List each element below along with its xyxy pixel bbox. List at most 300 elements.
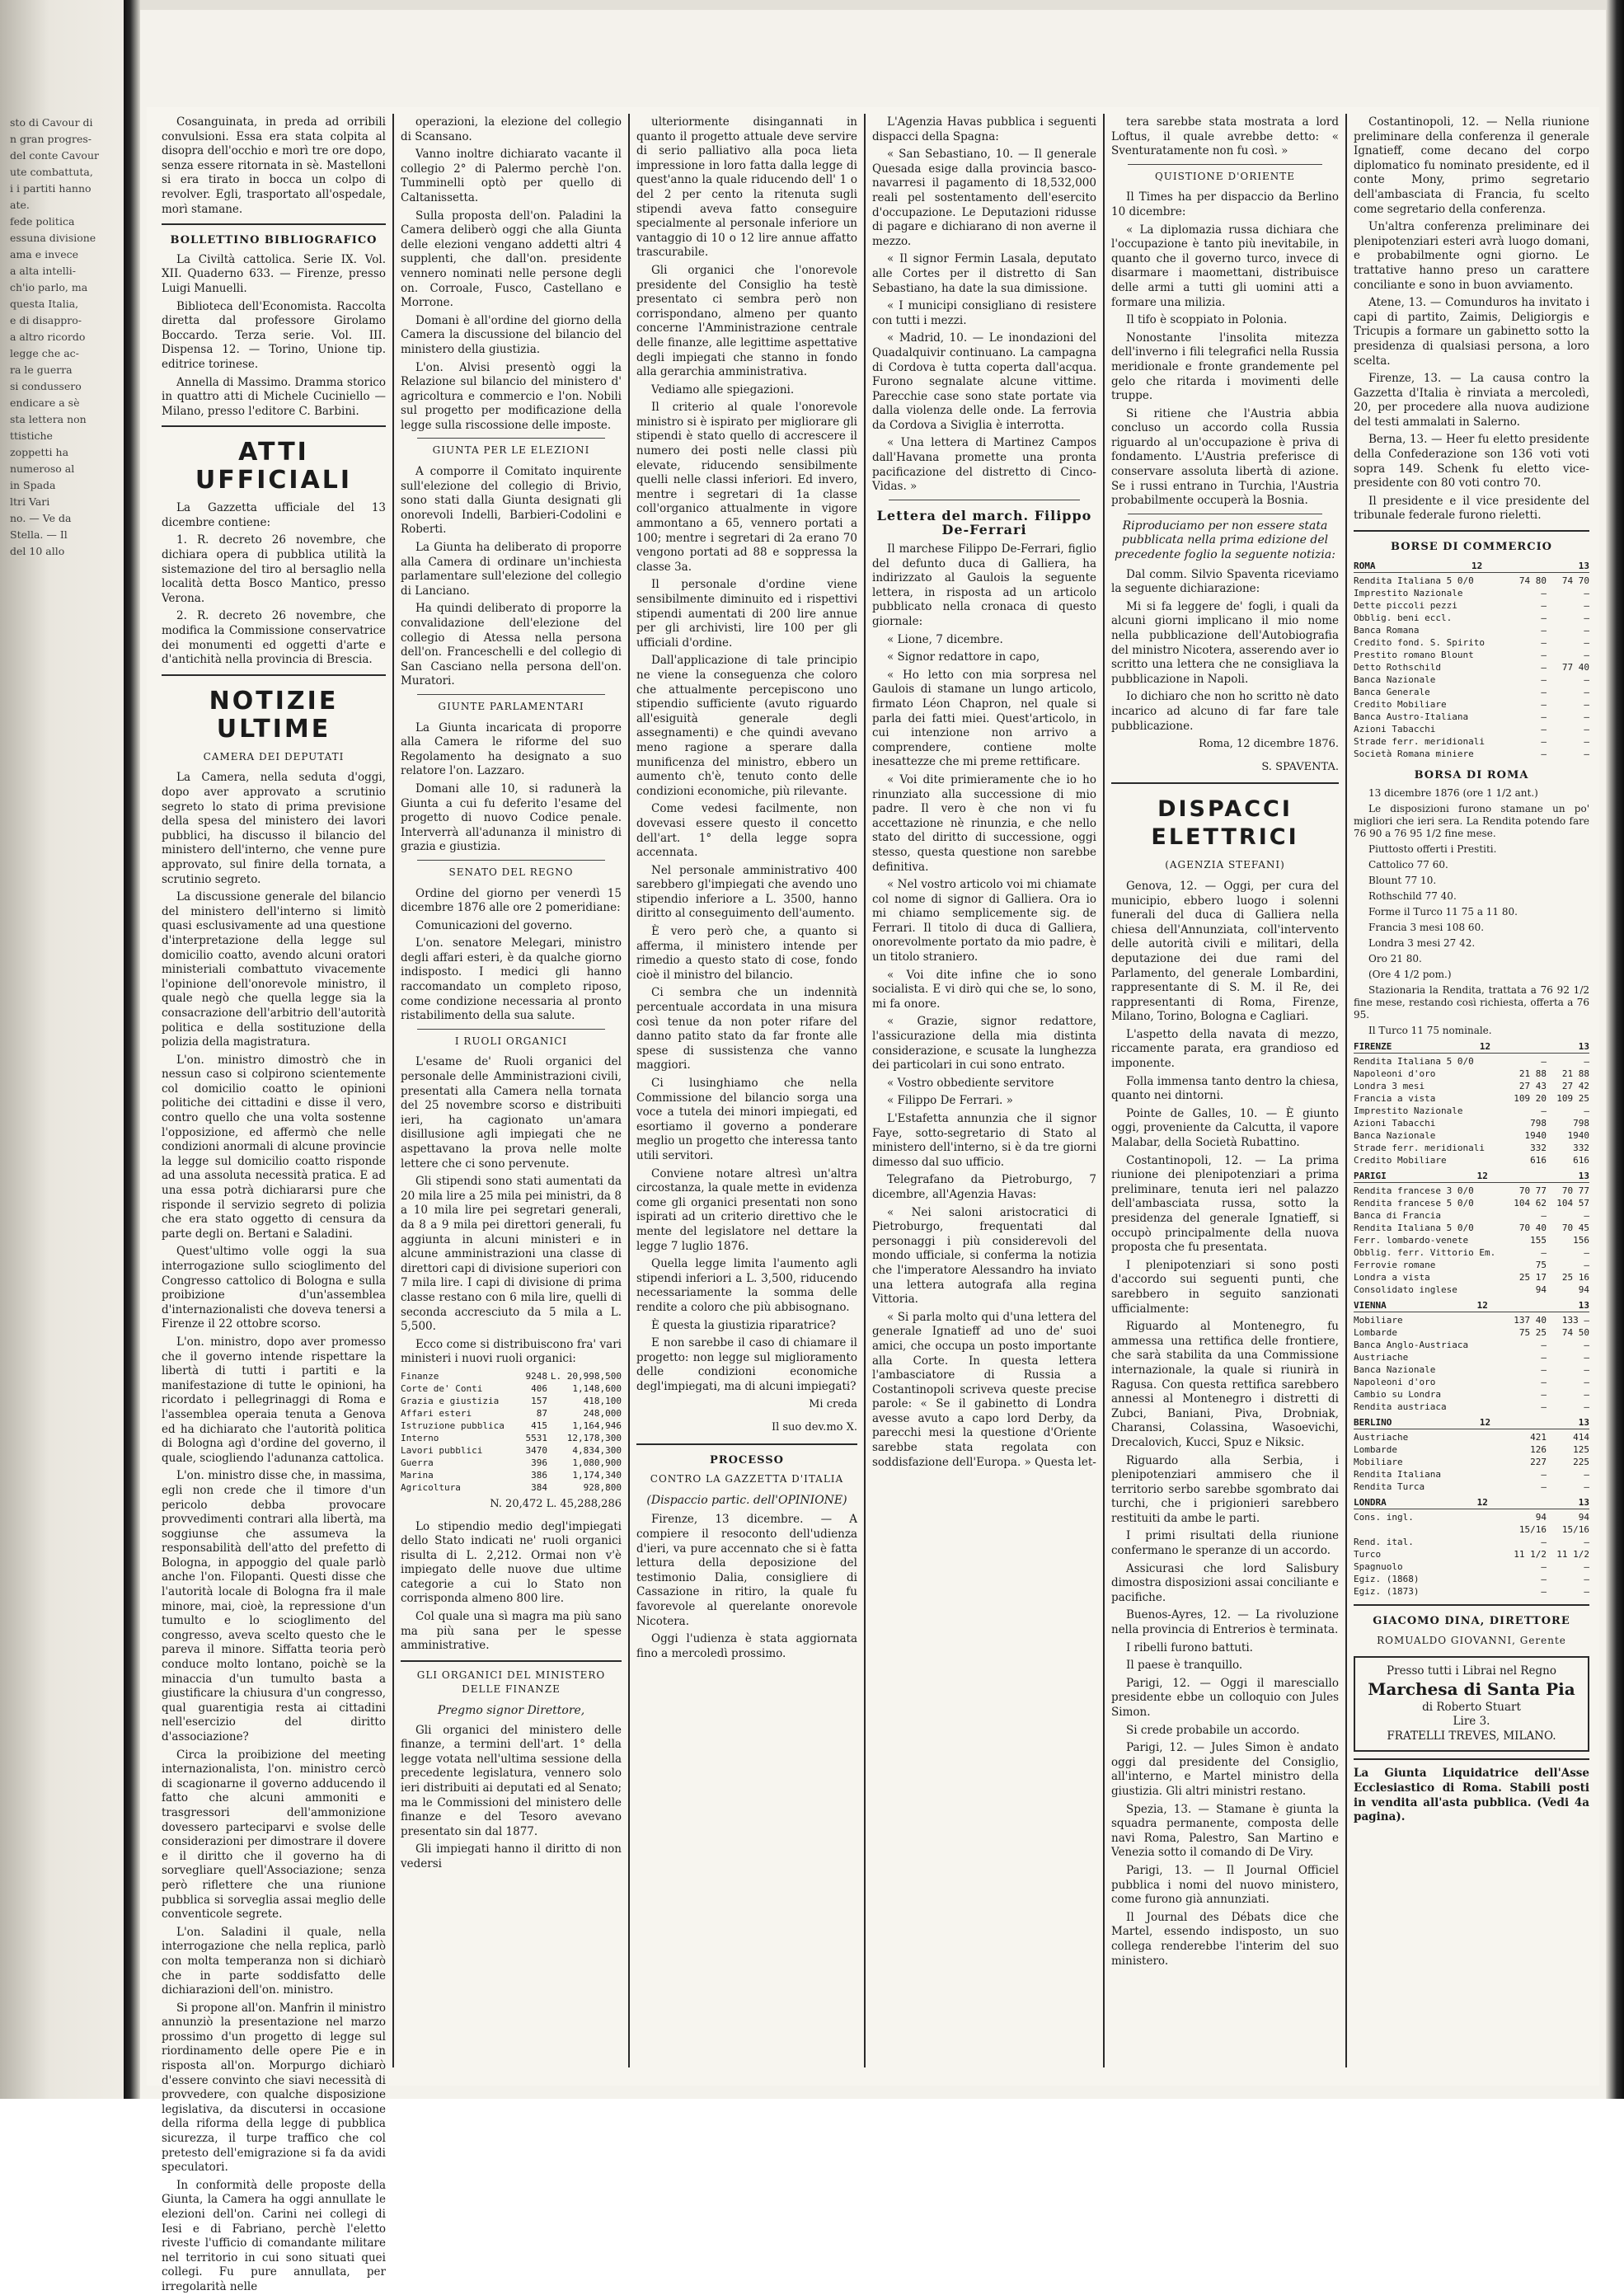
table-row: [401, 1395, 622, 1407]
table-cell: Obblig. beni eccl.: [1354, 612, 1453, 623]
fold-line: ate.: [10, 199, 30, 211]
paragraph: Vanno inoltre dichiarato vacante il collegio 2° di Palermo perchè l'on. Tumminelli optò per quello di Caltanissetta.: [401, 148, 622, 204]
borsa-line: Forme il Turco 11 75 a 11 80.: [1368, 906, 1518, 918]
paragraph: Oggi l'udienza è stata aggiornata fino a mercoledì prossimo.: [636, 1632, 857, 1660]
table-cell: 1,164,946: [572, 1420, 622, 1431]
table-cell: Rendita Italiana 5 0/0: [1354, 1223, 1474, 1234]
borsa-table-parigi: [1354, 1170, 1589, 1296]
table-cell: 87: [536, 1407, 547, 1419]
processo-dispatch: (Dispaccio partic. dell'OPINIONE): [646, 1493, 847, 1507]
table-cell: 126: [1530, 1444, 1547, 1456]
fold-line: ttistiche: [10, 429, 53, 442]
table-cell: 1,174,340: [572, 1469, 622, 1481]
table-cell: Francia a vista: [1354, 1093, 1436, 1105]
paragraph: Io dichiaro che non ho scritto nè dato incarico ad alcuno di far fare tale pubblicazione.: [1111, 690, 1339, 733]
table-row: [1354, 1185, 1589, 1197]
column-rule: [1345, 114, 1347, 2067]
column-4: [872, 115, 1096, 2069]
table-head-label: PARIGI: [1354, 1171, 1387, 1182]
oriente-paragraphs: [1111, 190, 1339, 508]
table-cell: Imprestito Nazionale: [1354, 587, 1463, 598]
table-cell: —: [1541, 1574, 1547, 1585]
newspaper-page: [147, 107, 1599, 2293]
table-cell: 225: [1573, 1457, 1589, 1468]
paragraph: La discussione generale del bilancio del ministero dell'interno si limitò quasi esclusivamente ad una questione d'interpretazione della legge sul domicilio coatto, avendo alcuni oratori ministeriali combattuto vivacemente l'opinione dell'onorevole ministro, il quale negò che quella legge sia la consacrazione dell'arbitrio dell'autorità politica e della sostituzione della polizia della magistratura.: [162, 890, 386, 1049]
table-cell: 133 —: [1561, 1315, 1589, 1326]
ruoli-heading: I RUOLI ORGANICI: [454, 1035, 568, 1047]
column-1: [162, 115, 386, 2293]
section-divider: [1354, 1758, 1589, 1760]
table-cell: 332: [1530, 1143, 1547, 1154]
table-row: [1354, 1259, 1589, 1271]
giunta-elezioni-paragraphs: [401, 465, 622, 689]
borsa-line: Cattolico 77 60.: [1368, 859, 1448, 871]
table-cell: 11 1/2: [1556, 1549, 1589, 1561]
section-divider: [417, 694, 605, 695]
paragraph: ulteriormente disingannati in quanto il progetto attuale deve servire di serio palliativo alla poca lieta impressione in loro fatta dalla legge di quest'anno la quale riducendo dell' 1 o del 2 per cento la ritenuta sugli stipendi aveva fatto conseguire specialmente al personale inferiore un vantaggio di 10 o 12 lire annue affatto trascurabile.: [636, 115, 857, 260]
processo-heading: PROCESSO: [710, 1453, 784, 1467]
table-col-label: 13: [1578, 1171, 1589, 1182]
paragraph: tera sarebbe stata mostrata a lord Loftus, il quale avrebbe detto: « Sventuratamente non fu così. »: [1111, 115, 1339, 158]
table-cell: —: [1584, 1537, 1589, 1548]
table-cell: 27 42: [1561, 1081, 1589, 1092]
section-divider: [401, 1660, 622, 1662]
paragraph: Vediamo alle spiegazioni.: [651, 382, 795, 397]
fold-line: in Spada: [10, 479, 56, 491]
organici-paragraphs: [401, 1724, 622, 1872]
paragraph: Telegrafano da Pietroburgo, 7 dicembre, all'Agenzia Havas:: [872, 1173, 1096, 1201]
table-cell: —: [1584, 1401, 1589, 1413]
table-cell: Mobiliare: [1354, 1457, 1403, 1468]
fold-column-text: [10, 115, 117, 2036]
table-cell: Strade ferr. meridionali: [1354, 1143, 1485, 1154]
table-row: [1354, 1481, 1589, 1493]
table-row: [1354, 599, 1589, 612]
table-cell: Credito Mobiliare: [1354, 698, 1447, 710]
borsa-table-firenze: [1354, 1040, 1589, 1166]
ad-title: Marchesa di Santa Pia: [1368, 1679, 1575, 1699]
column-6: [1354, 115, 1589, 2069]
ruoli-paragraphs: [401, 1055, 622, 1366]
riproduzione-date: Roma, 12 dicembre 1876.: [1199, 738, 1339, 751]
table-cell: 415: [531, 1420, 547, 1431]
table-row: [1354, 649, 1589, 661]
fold-line: legge che ac-: [10, 347, 79, 359]
notizie-ultime-heading: NOTIZIE ULTIME: [209, 686, 339, 744]
paragraph: Dal comm. Silvio Spaventa riceviamo la seguente dichiarazione:: [1111, 567, 1339, 596]
paragraph: Firenze, 13. — La causa contro la Gazzetta d'Italia è rinviata a mercoledì, 20, per procedere alla nuova audizione del testi ammalati in Salerno.: [1354, 372, 1589, 429]
bollettino-item: Biblioteca dell'Economista. Raccolta diretta dal professore Girolamo Boccardo. Terza serie. Vol. III. Dispensa 12. — Torino, Unione tip. editrice torinese.: [162, 299, 386, 371]
paragraph: « I municipi consigliano di resistere con tutti i mezzi.: [872, 299, 1096, 327]
table-row: [1354, 1222, 1589, 1234]
table-cell: 21 88: [1561, 1068, 1589, 1080]
table-cell: 70 45: [1561, 1223, 1589, 1234]
table-row: [1354, 1456, 1589, 1468]
table-row: [1354, 1388, 1589, 1401]
paragraph: Il criterio al quale l'onorevole ministro si è ispirato per migliorare gli stipendi è stato quello di accrescere il numero dei posti nelle classi più elevate, riducendo sensibilmente quelli nelle classi inferiori. Ed invero, mentre i segretari di 1a classe coll'organico attualmente in vigore ammontano a 65, vennero portati a 100; mentre i segretari di 2a erano 70 vengono portati ad 88 e soppressa la classe 3a.: [636, 401, 857, 574]
table-row: [1354, 624, 1589, 636]
table-cell: Detto Rothschild: [1354, 661, 1441, 673]
paragraph: Domani è all'ordine del giorno della Camera la discussione del bilancio del ministero della giustizia.: [401, 313, 622, 356]
processo-paragraphs: [636, 1513, 857, 1661]
table-cell: Agricoltura: [401, 1481, 461, 1493]
paragraph: « Lione, 7 dicembre.: [887, 632, 1003, 646]
table-cell: Dette piccoli pezzi: [1354, 599, 1457, 611]
table-cell: Banca Generale: [1354, 686, 1430, 697]
table-cell: 74 50: [1561, 1327, 1589, 1339]
paragraph: « San Sebastiano, 10. — Il generale Quesada esige dalla provincia basco-navarresi il pagamento di 18,532,000 reali pel sostentamento dell'esercito d'occupazione. Le Deputazioni ridusse di pagare e dichiarano di non averne il mezzo.: [872, 148, 1096, 248]
table-cell: —: [1584, 1364, 1589, 1376]
table-cell: —: [1584, 587, 1589, 598]
paragraph: « Una lettera di Martinez Campos dall'Havana promette una pronta pacificazione del distretto di Cinco-Vidas. »: [872, 436, 1096, 494]
dispacci-paragraphs: [1111, 880, 1339, 1969]
paragraph: Circa la proibizione del meeting internazionalista, l'on. ministro cercò di scagionarne il governo adducendo il fatto che alcuni ammoniti e trasgressori dell'ammonizione dovessero parteciparvi e svolse delle considerazioni per dimostrare il dovere e il diritto che il governo ha di sorvegliare quell'Associazione; senza però riflettere che una riunione pubblica si sorveglia assai meglio delle conventicole segrete.: [162, 1748, 386, 1922]
table-cell: 616: [1573, 1155, 1589, 1166]
sale-notice: La Giunta Liquidatrice dell'Asse Ecclesiastico di Roma. Stabili posti in vendita all'asta pubblica. (Vedi 4a pagina).: [1354, 1767, 1589, 1824]
table-cell: —: [1541, 735, 1547, 747]
table-cell: Lombarde: [1354, 1444, 1397, 1456]
lettera-paragraphs: [872, 542, 1096, 1470]
organici-salute: Pregmo signor Direttore,: [437, 1704, 585, 1718]
table-cell: Londra a vista: [1354, 1272, 1430, 1284]
table-cell: 248,000: [583, 1407, 622, 1419]
fold-line: ltri Vari: [10, 495, 50, 508]
table-cell: Turco: [1354, 1549, 1382, 1561]
table-row: [1354, 1431, 1589, 1443]
paragraph: Si ritiene che l'Austria abbia concluso un accordo colla Russia riguardo al un'occupazione è priva di fondamento. L'Austria preferisce di conservare assoluta libertà di azione. Se i russi entrano in Turchia, l'Austria probabilmente occuperà la Bosnia.: [1111, 406, 1339, 508]
paragraph: L'on. Saladini il quale, nella interrogazione che nella replica, parlò con molta temperanza non si dichiarò che in parte soddisfatto delle dichiarazioni dell'on. ministro.: [162, 1925, 386, 1997]
table-cell: —: [1584, 1481, 1589, 1493]
table-cell: 396: [531, 1457, 547, 1468]
borsa-line: Stazionaria la Rendita, trattata a 76 92 1/2 fine mese, restando così richiesta, offerta a 76 95.: [1354, 984, 1589, 1021]
table-cell: Banca Nazionale: [1354, 1364, 1436, 1376]
table-cell: Affari esteri: [401, 1407, 472, 1419]
paragraph: Si propone all'on. Manfrin il ministro annunziò la presentazione nel marzo prossimo d'un progetto di legge sul riordinamento delle opere Pie e in risposta all'on. Morpurgo dichiarò d'essere convinto che siavi necessità di provvedere, con qualche disposizione legislativa, da discutersi in occasione della riforma della legge di pubblica sicurezza, il turpe traffico che col pretesto dell'emigrazione si fa da avidi speculatori.: [162, 2001, 386, 2175]
table-cell: 109 25: [1556, 1093, 1589, 1105]
table-cell: Napoleoni d'oro: [1354, 1068, 1436, 1080]
borsa-line: Piuttosto offerti i Prestiti.: [1368, 843, 1497, 856]
table-head-label: FIRENZE: [1354, 1041, 1392, 1053]
fold-line: zoppetti ha: [10, 446, 69, 458]
paragraph: Genova, 12. — Oggi, per cura del municipio, ebbero luogo i solenni funerali del duca di Galliera nella chiesa dell'Annunziata, coll'intervento delle autorità civili e militari, della deputazione dei due rami del Parlamento, del generale Lombardini, rappresentante di S. M. il Re, dei rappresentanti di Roma, Firenze, Milano, Torino, Bologna e Cagliari.: [1111, 879, 1339, 1024]
table-cell: —: [1541, 1105, 1547, 1117]
table-cell: 27 43: [1518, 1081, 1547, 1092]
paragraph: Il Times ha per dispaccio da Berlino 10 dicembre:: [1111, 190, 1339, 218]
fold-line: n gran progres-: [10, 133, 92, 145]
table-row: [1354, 1154, 1589, 1166]
paragraph: La Gazzetta ufficiale del 13 dicembre contiene:: [162, 501, 386, 529]
table-head-label: LONDRA: [1354, 1497, 1387, 1509]
table-row: [401, 1382, 622, 1395]
table-cell: —: [1541, 612, 1547, 623]
paragraph: Atene, 13. — Comunduros ha invitato i capi di partito, Zaimis, Deligiorgis e Tricupis a formare un gabinetto sotto la presidenza di qualsiasi persona, a loro scelta.: [1354, 296, 1589, 368]
table-cell: Società Romana miniere: [1354, 748, 1474, 759]
table-row: [1354, 1363, 1589, 1376]
table-cell: 125: [1573, 1444, 1589, 1456]
previous-page-fold: [0, 0, 140, 2099]
table-row: [1354, 575, 1589, 587]
borsa-table-londra: [1354, 1496, 1589, 1598]
paragraph: La Giunta ha deliberato di proporre alla Camera di ordinare un'inchiesta parlamentare sull'elezione del collegio di Lanciano.: [401, 541, 622, 598]
paragraph: Gli stipendi sono stati aumentati da 20 mila lire a 25 mila pei ministri, da 8 a 10 mila lire pei segretari generali, da 8 a 9 mila pei direttori generali, fu aggiunta in alcuni ministeri e in alcune amministrazioni una classe di direttori capi di divisione superiori con 7 mila lire. I capi di divisione di prima classe restano con 6 mila lire, quelli di seconda accresciuto da 5 mila a L. 5,500.: [401, 1175, 622, 1334]
ad-price: Lire 3.: [1453, 1715, 1490, 1729]
table-cell: 1,080,900: [572, 1457, 622, 1468]
table-cell: 70 77: [1518, 1185, 1547, 1197]
camera-paragraphs: [162, 771, 386, 2294]
table-cell: —: [1541, 748, 1547, 759]
table-cell: Rendita Italiana 5 0/0: [1354, 1056, 1474, 1068]
table-row: [401, 1469, 622, 1481]
fold-line: ama e invece: [10, 248, 79, 260]
table-cell: —: [1541, 686, 1547, 697]
table-cell: —: [1584, 1574, 1589, 1585]
table-cell: —: [1584, 735, 1589, 747]
table-cell: —: [1541, 649, 1547, 660]
paragraph: Quest'ultimo volle oggi la sua interrogazione sullo scioglimento del Congresso cattolico di Bologna e sulla proibizione d'un'assemblea d'internazionalisti che doveva tenersi a Firenze il 22 ottobre scorso.: [162, 1245, 386, 1331]
table-cell: 227: [1530, 1457, 1547, 1468]
table-cell: Rendita Italiana: [1354, 1469, 1441, 1481]
table-row: [401, 1481, 622, 1494]
table-cell: —: [1584, 1340, 1589, 1351]
table-row: [1354, 1573, 1589, 1585]
paragraph: L'Agenzia Havas pubblica i seguenti dispacci della Spagna:: [872, 115, 1096, 143]
table-cell: 156: [1573, 1235, 1589, 1246]
table-col-label: 13: [1578, 1417, 1589, 1429]
table-row: [1354, 723, 1589, 735]
table-row: [1354, 1142, 1589, 1154]
dispacci-subheading: (AGENZIA STEFANI): [1165, 859, 1285, 871]
table-cell: Austriache: [1354, 1352, 1409, 1363]
fold-line: endicare a sè: [10, 397, 80, 409]
paragraph: « Vostro obbediente servitore: [887, 1076, 1054, 1090]
paragraph: 1. R. decreto 26 novembre, che dichiara opera di pubblica utilità la sistemazione del tiro al bersaglio nella località detta Bosco Mantico, presso Verona.: [162, 533, 386, 605]
paragraph: « Voi dite infine che io sono socialista. E vi dirò qui che se, lo sono, mi fa onore.: [872, 968, 1096, 1011]
table-row: [1354, 1339, 1589, 1351]
section-divider: [417, 860, 605, 861]
table-cell: —: [1584, 624, 1589, 636]
fold-line: ra le guerra: [10, 364, 73, 376]
table-cell: L. 20,998,500: [550, 1370, 622, 1382]
paragraph: Quella legge limita l'aumento agli stipendi inferiori a L. 3,500, riducendo necessariamente la somma delle rendite a coloro che più abbisognano.: [636, 1257, 857, 1314]
table-cell: 70 40: [1518, 1223, 1547, 1234]
giunte-parlamentari-paragraphs: [401, 721, 622, 855]
table-row: [401, 1407, 622, 1420]
gerente-line: ROMUALDO GIOVANNI, Gerente: [1377, 1634, 1566, 1646]
paragraph: Il paese è tranquillo.: [1126, 1659, 1243, 1673]
table-cell: 137 40: [1514, 1315, 1547, 1326]
table-cell: 332: [1573, 1143, 1589, 1154]
table-cell: —: [1541, 1389, 1547, 1401]
fold-line: sto di Cavour di: [10, 116, 93, 129]
table-cell: —: [1584, 1377, 1589, 1388]
table-cell: Banca di Francia: [1354, 1210, 1441, 1222]
book-advertisement: [1354, 1656, 1589, 1752]
section-divider: [636, 1443, 857, 1445]
table-col-label: 12: [1479, 1417, 1491, 1429]
table-cell: Rendita francese 5 0/0: [1354, 1198, 1474, 1209]
camera-heading: CAMERA DEI DEPUTATI: [203, 750, 345, 763]
paragraph: I plenipotenziari si sono posti d'accordo sui seguenti punti, che sarebbero in seguito sanzionati ufficialmente:: [1111, 1258, 1339, 1316]
fold-line: fede politica: [10, 215, 75, 228]
table-cell: Rendita Italiana 5 0/0: [1354, 575, 1474, 586]
table-cell: 9248: [525, 1370, 547, 1382]
paragraph: I primi risultati della riunione confermano le speranze di un accordo.: [1111, 1529, 1339, 1558]
table-row: [1354, 1234, 1589, 1246]
section-divider: [162, 674, 386, 676]
table-row: [1354, 1314, 1589, 1326]
table-cell: 414: [1573, 1432, 1589, 1443]
paragraph: « Filippo De Ferrari. »: [887, 1094, 1013, 1108]
paragraph: L'aspetto della navata di mezzo, riccamente parata, era grandioso ed imponente.: [1111, 1027, 1339, 1071]
paragraph: Il presidente e il vice presidente del tribunale federale furono rieletti.: [1354, 494, 1589, 523]
table-row: [1354, 1068, 1589, 1080]
section-divider: [417, 438, 605, 439]
table-cell: 928,800: [583, 1481, 622, 1493]
paragraph: Gli impiegati hanno il diritto di non vedersi: [401, 1842, 622, 1870]
ad-author: di Roberto Stuart: [1422, 1700, 1521, 1714]
paragraph: L'Estafetta annunzia che il signor Faye, sotto-segretario di Stato al ministero dell'interno, si è da tre giorni dimesso dal suo ufficio.: [872, 1112, 1096, 1169]
paragraph: Mi si fa leggere de' fogli, i quali da alcuni giorni implicano il mio nome nella pubblicazione dell'Autobiografia del ministro Nicotera, asserendo aver io scritto una lettera che ne consigliava la pubblicazione in Napoli.: [1111, 599, 1339, 686]
table-row: [401, 1370, 622, 1382]
paragraph: Ordine del giorno per venerdì 15 dicembre 1876 alle ore 2 pomeridiane:: [401, 886, 622, 915]
paragraph: Berna, 13. — Heer fu eletto presidente della Confederazione son 136 voti voti sopra 149. Schenk fu eletto vice-presidente con 80 voti contro 70.: [1354, 433, 1589, 490]
table-cell: 157: [531, 1395, 547, 1406]
paragraph: Ecco come si distribuiscono fra' vari ministeri i nuovi ruoli organici:: [401, 1337, 622, 1366]
fold-line: i i partiti hanno: [10, 182, 92, 195]
binding-shadow: [124, 0, 140, 2099]
paragraph: È questa la giustizia riparatrice?: [651, 1318, 836, 1332]
column-3: [636, 115, 857, 2069]
table-row: [1354, 686, 1589, 698]
director-line: GIACOMO DINA, DIRETTORE: [1373, 1615, 1570, 1628]
paragraph: Come vedesi facilmente, non dovevasi essere questo il concetto dell'art. 1° della legge sopra accennata.: [636, 802, 857, 860]
table-row: [1354, 698, 1589, 711]
table-row: [1354, 1468, 1589, 1481]
table-cell: —: [1584, 723, 1589, 734]
table-cell: —: [1541, 1364, 1547, 1376]
paragraph: Ci sembra che un indennità percentuale accordata in una misura così tenue da non poter rifare del danno patito stato da far fronte alle spese di sussistenza che vanno maggiori.: [636, 986, 857, 1072]
table-row: [1354, 1271, 1589, 1284]
fold-line: no. — Ve da: [10, 512, 72, 524]
spain-dispatches: [872, 115, 1096, 495]
table-cell: —: [1541, 661, 1547, 673]
table-cell: Austriache: [1354, 1432, 1409, 1443]
table-cell: Istruzione pubblica: [401, 1420, 505, 1431]
paragraph: L'on. ministro, dopo aver promesso che il governo intende rispettare la libertà di tutti i partiti e la manifestazione di tutte le opinioni, ha ricordato i pellegrinaggi di Roma e l'assemblea operaia tenuta a Genova ed ha dichiarato che l'autorità politica di Bologna agì d'ordine del governo, il quale, sciogliendo l'adunanza cattolica.: [162, 1335, 386, 1465]
borsa-line: Francia 3 mesi 108 60.: [1368, 922, 1485, 934]
paragraph: La Camera, nella seduta d'oggi, dopo aver approvato a scrutinio segreto lo stato di prima previsione della spesa del ministero dei lavori pubblici, ha discusso il bilancio del ministero dell'interno, che venne pure approvato, sul finire della tornata, a scrutinio segreto.: [162, 771, 386, 886]
paragraph: In conformità delle proposte della Giunta, la Camera ha oggi annullate le elezioni dell'on. Carini nei collegi di Iesi e di Fabriano, perchè l'eletto riveste l'ufficio di comandante militare nel territorio in cui sono situati quei collegi. Fu pure annullata, per irregolarità nelle: [162, 2178, 386, 2293]
table-cell: Egiz. (1873): [1354, 1586, 1420, 1598]
fold-line: a alta intelli-: [10, 265, 77, 277]
table-cell: —: [1584, 649, 1589, 660]
letter-signature: Il suo dev.mo X.: [771, 1421, 857, 1434]
paragraph: « Si parla molto qui d'una lettera del generale Ignatieff ad uno de' suoi amici, che occupa un posto importante alla Corte. In questa lettera l'ambasciatore di Russia a Costantinopoli scriveva queste precise parole: « Se il gabinetto di Londra avesse avuto a capo lord Derby, da parecchi mesi la questione d'Oriente sarebbe stata regolata con soddisfazione dell'Europa. » Questa let-: [872, 1310, 1096, 1469]
table-cell: —: [1541, 1210, 1547, 1222]
paragraph: Il Journal des Débats dice che Martel, essendo indisposto, un suo collega renderebbe l'interim del suo ministero.: [1111, 1910, 1339, 1968]
table-cell: —: [1541, 1469, 1547, 1481]
dispacci-continued: [1354, 115, 1589, 523]
paragraph: Firenze, 13 dicembre. — A compiere il resoconto dell'udienza d'ieri, va pure accennato che si è fatta lettura della deposizione del testimonio Dalia, consigliere di Cassazione in ritiro, la quale fu favorevole al querelante onorevole Nicotera.: [636, 1513, 857, 1628]
table-cell: Grazia e giustizia: [401, 1395, 500, 1406]
table-cell: Spagnuolo: [1354, 1561, 1403, 1573]
table-col-label: 12: [1476, 1497, 1488, 1509]
table-row: [1354, 1246, 1589, 1259]
table-cell: 616: [1530, 1155, 1547, 1166]
table-cell: —: [1541, 1377, 1547, 1388]
table-cell: —: [1584, 686, 1589, 697]
fold-line: numeroso al: [10, 462, 75, 475]
table-cell: —: [1584, 673, 1589, 685]
riproduzione-signature: S. SPAVENTA.: [1261, 760, 1339, 773]
table-cell: 104 62: [1514, 1198, 1547, 1209]
paragraph: Parigi, 12. — Jules Simon è andato oggi dal presidente del Consiglio, all'interno, e Martel ministro della giustizia. Gli altri ministri restano.: [1111, 1741, 1339, 1798]
table-cell: —: [1584, 1260, 1589, 1271]
organici-heading: GLI ORGANICI DEL MINISTERO DELLE FINANZE: [416, 1668, 606, 1696]
borsa-table-vienna: [1354, 1299, 1589, 1413]
table-col-label: 13: [1578, 1497, 1589, 1509]
paragraph: Pointe de Galles, 10. — È giunto oggi, proveniente da Calcutta, il vapore Malabar, della Società Rubattino.: [1111, 1106, 1339, 1150]
column-rule: [1103, 114, 1105, 2067]
paragraph: Gli organici che l'onorevole presidente del Consiglio ha testè presentato ci sembra però non corrispondano, almeno per quanto concerne l'Amministrazione centrale delle finanze, alle legittime aspettative degli impiegati che stanno in fondo alla gerarchia amministrativa.: [636, 263, 857, 379]
table-cell: Banca Romana: [1354, 624, 1420, 636]
right-edge-shadow: [1606, 0, 1624, 2099]
table-row: [1354, 1055, 1589, 1068]
borsa-table-roma: [1354, 560, 1589, 760]
table-cell: —: [1541, 599, 1547, 611]
table-cell: Rendita Turca: [1354, 1481, 1425, 1493]
table-cell: Napoleoni d'oro: [1354, 1377, 1436, 1388]
table-cell: Obblig. ferr. Vittorio Em.: [1354, 1247, 1496, 1259]
fold-line: questa Italia,: [10, 298, 79, 310]
table-cell: 4,834,300: [572, 1444, 622, 1456]
table-col-label: 13: [1578, 1300, 1589, 1312]
borsa-table-berlino: [1354, 1416, 1589, 1493]
table-cell: Banca Austro-Italiana: [1354, 711, 1469, 722]
table-cell: Banca Nazionale: [1354, 1130, 1436, 1142]
paragraph: Conviene notare altresì un'altra circostanza, la quale mette in evidenza come gli organici presentati non sono ispirati ad un criterio direttivo che le mente del legislatore nel dettare la legge 7 luglio 1876.: [636, 1166, 857, 1253]
paragraph: Cosanguinata, in preda ad orribili convulsioni. Essa era stata colpita al disopra dell'occhio e morì tre ore dopo, senza essere ritornata in sè. Mastelloni si era tirato in bocca un colpo di revolver. Egli, trasportato all'ospedale, morì stamane.: [162, 115, 386, 216]
table-row: [1354, 1105, 1589, 1117]
paragraph: È vero però che, a quanto si afferma, il ministero intende per rimedio a questo stato di cose, fondo cioè il ministro del bilancio.: [636, 925, 857, 982]
table-cell: 1940: [1524, 1130, 1547, 1142]
table-cell: —: [1584, 1247, 1589, 1259]
table-row: [1354, 1197, 1589, 1209]
table-row: [1354, 612, 1589, 624]
table-cell: 21 88: [1518, 1068, 1547, 1080]
bollettino-item: Annella di Massimo. Dramma storico in quattro atti di Michele Cuciniello — Milano, presso l'editore C. Barbini.: [162, 375, 386, 418]
table-row: [1354, 661, 1589, 673]
paragraph: Buenos-Ayres, 12. — La rivoluzione nella provincia di Entrerios è terminata.: [1111, 1608, 1339, 1637]
table-cell: —: [1541, 624, 1547, 636]
table-cell: 406: [531, 1382, 547, 1394]
table-col-label: 13: [1578, 560, 1589, 571]
table-row: [1354, 1376, 1589, 1388]
column-rule: [392, 114, 394, 2067]
table-cell: Rend. ital.: [1354, 1537, 1414, 1548]
table-cell: 94: [1578, 1284, 1589, 1296]
table-cell: —: [1541, 1537, 1547, 1548]
table-row: [1354, 1209, 1589, 1222]
ruoli-after-paragraphs: [401, 1520, 622, 1654]
table-cell: 77 40: [1561, 661, 1589, 673]
table-cell: 109 20: [1514, 1093, 1547, 1105]
table-head-label: ROMA: [1354, 560, 1376, 571]
table-cell: —: [1541, 1056, 1547, 1068]
table-cell: 104 57: [1556, 1198, 1589, 1209]
section-divider: [1111, 782, 1339, 784]
letter-closing: Mi creda: [809, 1398, 857, 1411]
